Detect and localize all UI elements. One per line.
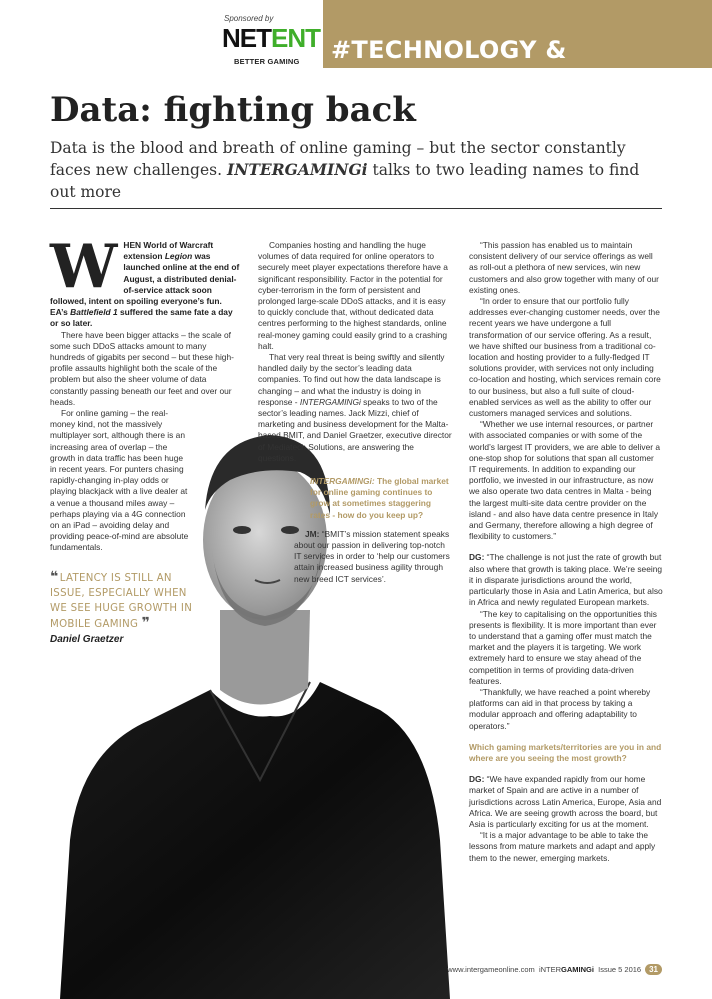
brand-ent: ENT [271,23,320,53]
page-number: 31 [645,964,662,975]
paragraph: For online gaming – the real-money kind, not the massively multiplayer sort, although there is an increasing area of overlap – the growth in data traffic has been huge in recent years. For punters chasing rapidly-changing in-play odds or playing blackjack with a live dealer at a venue a thousand miles away – perhaps playing via a 4G connection on an iPad – avoiding delay and providing peace-of-mind are absolute fundamentals. [50,408,189,553]
article-title: Data: fighting back [50,90,416,130]
paragraph: There have been bigger attacks – the scale of some such DDoS attacks amount to many hundreds of gigabits per second – but these high-profile assaults highlight both the scale of the problem but also the sheer volume of data constantly passing beneath our feet and over our heads. [50,329,234,407]
paragraph [258,352,453,464]
lead-text-c: suffered the same fate a day or so later. [50,307,233,329]
paragraph: “It is a major advantage to be able to take the lessons from mature markets and adapt and apply them to the newer, emerging markets. [469,830,656,863]
question-text: The global market for online gaming continues to grow at sometimes staggering rates - how do you keep up? [310,476,449,520]
paragraph: “This passion has enabled us to maintain consistent delivery of our service offerings as well as roll-out a plethora of new services, win new customers and also grow together with many of our existing ones. [469,240,659,295]
p2-text-b: speaks to two of the sector’s leading names. Jack Mizzi, chief of marketing and business development for the Malta-based BMIT, and Daniel Graetzer, executive director of Mediatech Solutions, are answering the questions. [258,396,452,463]
article-standfirst [50,137,660,203]
brand-tagline: BETTER GAMING [234,57,300,66]
answer-text: “BMIT’s mission statement speaks about our passion in delivering top-notch IT services in order to ‘help our customers attain increased business agility through new breed ICT services’. [294,528,450,584]
answer-text: “We have expanded rapidly from our home market of Spain and are active in a number of jurisdictions across Latin America, Europe, Asia and Africa. We are seeing growth across the board, but Asia is particularly exciting for us at the moment. [469,774,662,829]
quote-open-icon: ❝ [50,569,57,585]
answer-text: “The challenge is not just the rate of growth but also where that growth is taking place. We’re seeing it in disparate jurisdictions around the world, particularly those in Asia and Latin America, but also in Africa and newly regulated European markets. [469,552,663,608]
answer-label: DG: [469,552,485,563]
paragraph: Companies hosting and handling the huge volumes of data required for online operators to securely meet player expectations therefore have a significant responsibility. Factor in the potential for cyber-terrorism in the form of persistent and prolonged large-scale DDoS attacks, and it is easy to quickly conclude that, without dedicated data centres performing to the highest standards, online real-money gaming could easily grind to a crashing halt. [258,240,448,351]
standfirst-text-a: Data is the blood and breath of online gaming – but the sector constantly faces new challenges. [50,139,626,179]
lead-text-a: HEN World of Warcraft extension [123,240,214,262]
netent-logo [222,24,320,52]
pull-quote [50,570,200,632]
quote-close-icon: ❞ [141,615,148,631]
footer-url: www.intergameonline.com [447,965,535,974]
column-1 [50,232,240,554]
footer-mag-a: iNTER [538,965,562,974]
sponsor-label: Sponsored by [224,14,274,23]
footer-mag-b: GAMINGi [561,965,594,974]
title-divider [50,208,662,209]
sponsor-logo [212,10,322,70]
answer-label: JM: [305,528,320,539]
footer-issue: Issue 5 2016 [598,965,642,974]
answer [294,529,453,585]
paragraph: “Thankfully, we have reached a point whereby platforms can aid in that process by taking a modular approach and offering adaptability to operators.” [469,686,651,731]
answer [469,552,663,608]
standfirst-brand: INTERGAMINGi [226,160,368,179]
question [310,476,453,521]
standfirst-text-b: talks to two leading names to find out more [50,161,640,201]
column-2 [258,240,453,585]
column-3 [469,240,663,864]
page-footer [447,964,662,975]
paragraph: “The key to capitalising on the opportunities this presents is flexibility. It is more important than ever to understand that a gaming offer must match the market and the players it is targeting. We work extremely hard to ensure we stay ahead of the competition in terms of providing data-driven features. [469,608,657,686]
section-title: #TECHNOLOGY & INNOVATION [331,36,567,92]
lead-battlefield: Battlefield 1 [70,307,118,318]
paragraph: “Whether we use internal resources, or partner with associated companies or with some of the world’s largest IT providers, we are able to deliver a one-stop shop for solutions that span all customer IT requirements. In addition to expanding our portfolio, we invested in our infrastructure, as now we also operate two data centres in Malta - being the largest multi-site data centre provider on the island - and also have data centre presence in Italy and Germany, therefore allowing a high degree of flexibility to customers.” [469,419,661,542]
pull-quote-author: Daniel Graetzer [50,634,124,645]
p2-brand: INTERGAMINGi [299,396,361,407]
pull-quote-text: LATENCY IS STILL AN ISSUE, ESPECIALLY WHEN WE SEE HUGE GROWTH IN MOBILE GAMING [50,573,193,630]
lead-legion: Legion [164,251,193,262]
lead-text-b: was launched online at the end of August, a distributed denial-of-service attack soon followed, intent on spoiling everyone’s fun. EA’s [50,251,240,318]
question: Which gaming markets/territories are you in and where are you seeing the most growth? [469,741,662,763]
answer-label: DG: [469,774,485,785]
paragraph: “In order to ensure that our portfolio fully addresses ever-changing customer needs, over the recent years we have undergone a full transformation of our service offering. As a result, we have shifted our business from a traditional co-location and hosting provider to a fully-fledged IT solutions provider, with services not only including co-location and hosting, which services remain core to our business, but also a full suite of cloud-enabled services as well as the ability to offer our customers managed services and solutions. [469,296,661,419]
answer [469,774,663,830]
p2-text-a: That very real threat is being swiftly and silently handled daily by the sector’s leading data companies. To find out how the data landscape is changing – and what the industry is doing in response - [258,352,445,407]
question-label: INTERGAMINGi: [310,476,375,487]
section-banner [323,0,712,92]
drop-cap: W [50,232,118,302]
brand-net: NET [222,23,271,53]
